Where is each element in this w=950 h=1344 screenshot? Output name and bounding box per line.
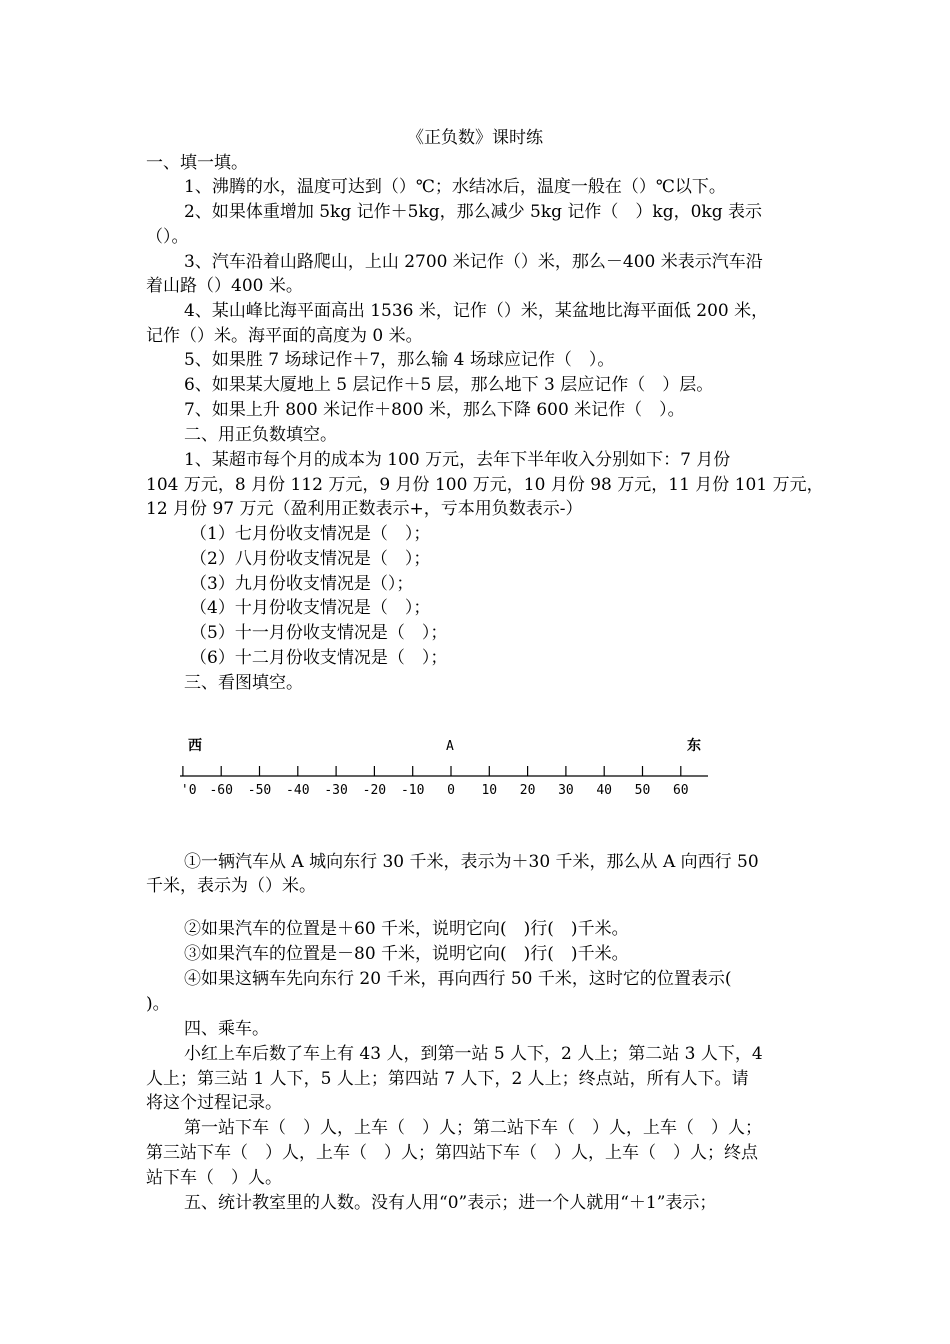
question-line: 小红上车后数了车上有 43 人，到第一站 5 人下，2 人上；第二站 3 人下，4 [184,1044,763,1064]
question-line: 站下车（ ）人。 [146,1168,282,1188]
section1-heading: 一、填一填。 [146,153,248,173]
question-line: （）。 [146,227,189,247]
tick-label: 40 [596,783,613,798]
sub-question: （3）九月份收支情况是（）； [190,574,414,594]
tick-label: 10 [481,783,498,798]
question-line: )。 [146,994,170,1014]
question-line: 记作（）米。海平面的高度为 0 米。 [146,326,423,346]
sub-question: （1）七月份收支情况是（ ）； [190,524,431,544]
east-label: 东 [687,738,701,754]
sub-question: （2）八月份收支情况是（ ）； [190,549,431,569]
question-line: ①一辆汽车从 A 城向东行 30 千米，表示为＋30 千米，那么从 A 向西行 50 [184,852,759,872]
question-line: ④如果这辆车先向东行 20 千米，再向西行 50 千米，这时它的位置表示( [184,969,732,989]
tick-label: -10 [400,783,425,798]
origin-label: A [446,739,454,754]
tick-group [181,766,689,798]
question-line: 2、如果体重增加 5kg 记作＋5kg，那么减少 5kg 记作（ ）kg，0kg 表示 [184,202,763,222]
question-line: 人上；第三站 1 人下，5 人上；第四站 7 人下，2 人上；终点站，所有人下。请 [146,1069,749,1089]
page-title: 《正负数》课时练 [407,128,543,148]
question-line: 第三站下车（ ）人，上车（ ）人；第四站下车（ ）人，上车（ ）人；终点 [146,1143,758,1163]
tick-label: -40 [286,783,310,798]
section5-heading: 五、统计教室里的人数。没有人用“0”表示；进一个人就用“＋1”表示； [184,1193,717,1213]
tick-label: 0 [447,783,455,798]
tick-label: -50 [247,783,272,798]
question-line: 第一站下车（ ）人，上车（ ）人；第二站下车（ ）人，上车（ ）人； [184,1118,762,1138]
number-line-figure [170,730,730,810]
question-line: 12 月份 97 万元（盈利用正数表示+，亏本用负数表示-） [146,499,583,519]
question-line: 千米，表示为（）米。 [146,876,316,896]
section3-heading: 三、看图填空。 [184,673,303,693]
tick-label: -60 [209,783,233,798]
question-line: 将这个过程记录。 [146,1093,282,1113]
tick-label: 30 [558,783,574,798]
tick-label: -30 [324,783,348,798]
tick-label: 20 [519,783,536,798]
west-label: 西 [188,738,202,754]
question-line: 1、某超市每个月的成本为 100 万元，去年下半年收入分别如下：7 月份 [184,450,731,470]
section4-heading: 四、乘车。 [184,1019,269,1039]
tick-label: '0 [180,783,197,798]
question-line: 6、如果某大厦地上 5 层记作＋5 层，那么地下 3 层应记作（ ）层。 [184,375,714,395]
question-line: 104 万元，8 月份 112 万元，9 月份 100 万元，10 月份 98 万元，11 月份 101 万元， [146,475,824,495]
question-line: 5、如果胜 7 场球记作＋7，那么输 4 场球应记作（ ）。 [184,350,615,370]
question-line: 3、汽车沿着山路爬山，上山 2700 米记作（）米，那么－400 米表示汽车沿 [184,252,763,272]
question-line: ②如果汽车的位置是＋60 千米，说明它向( )行( )千米。 [184,919,629,939]
sub-question: （4）十月份收支情况是（ ）； [190,598,431,618]
tick-label: 60 [672,783,689,798]
tick-label: -20 [362,783,387,798]
question-line: 1、沸腾的水，温度可达到（）℃；水结冰后，温度一般在（）℃以下。 [184,177,726,197]
question-line: 着山路（）400 米。 [146,276,303,296]
question-line: ③如果汽车的位置是－80 千米，说明它向( )行( )千米。 [184,944,629,964]
question-line: 7、如果上升 800 米记作＋800 米，那么下降 600 米记作（ ）。 [184,400,685,420]
section2-heading: 二、用正负数填空。 [184,425,337,445]
question-line: 4、某山峰比海平面高出 1536 米，记作（）米，某盆地比海平面低 200 米， [184,301,769,321]
tick-label: 50 [634,783,651,798]
sub-question: （6）十二月份收支情况是（ ）； [190,648,448,668]
sub-question: （5）十一月份收支情况是（ ）； [190,623,448,643]
